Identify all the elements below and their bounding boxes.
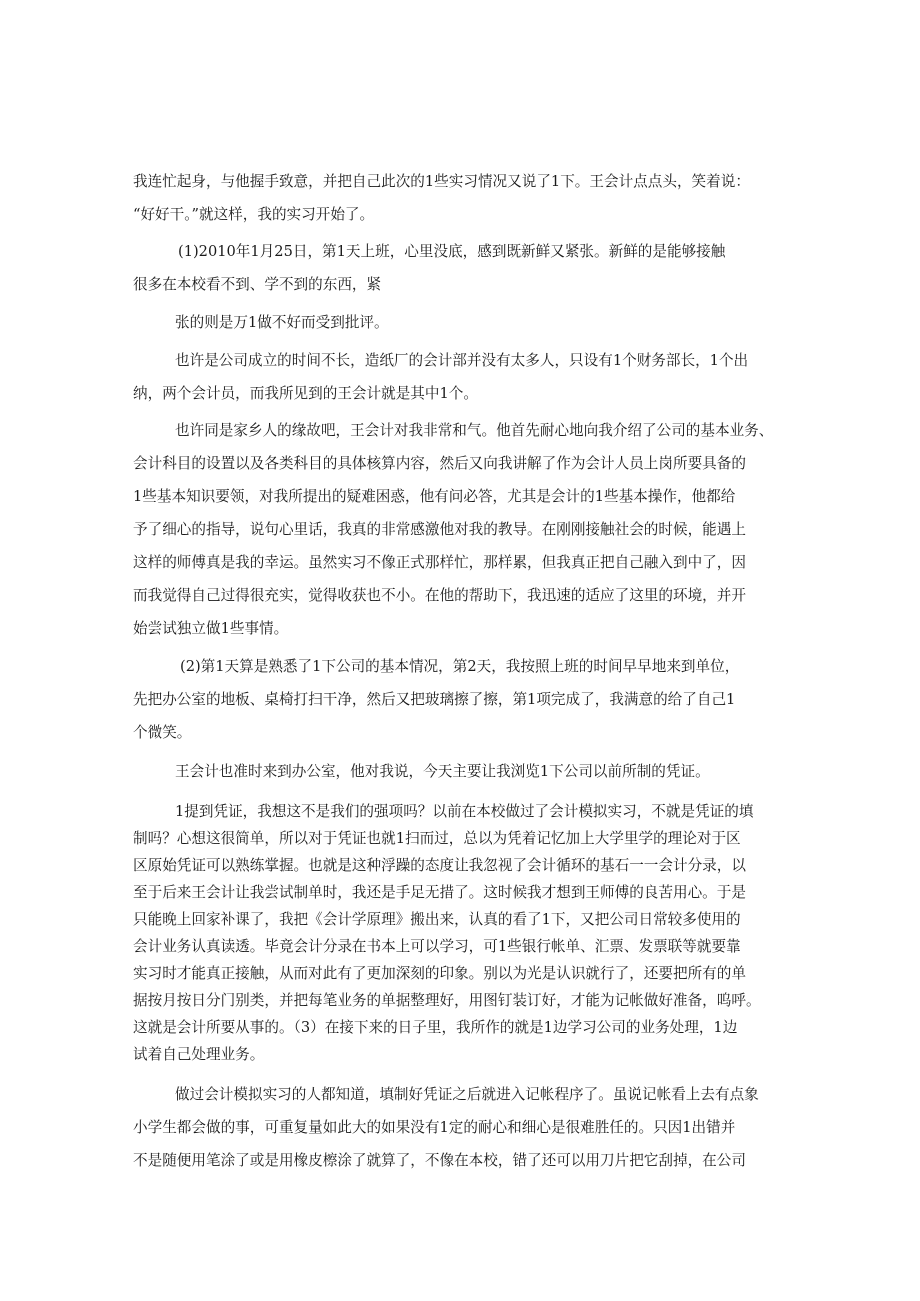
text-line: 纳，两个会计员，而我所见到的王会计就是其中1个。: [133, 385, 478, 402]
text-line: 只能晚上回家补课了，我把《会计学原理》搬出来，认真的看了1下，又把公司日常较多使用的: [133, 911, 741, 928]
text-line: 据按月按日分门别类，并把每笔业务的单据整理好，用图钉装订好，才能为记帐做好准备，呜呼。: [133, 992, 761, 1009]
text-line: 这就是会计所要从事的。（3）在接下来的日子里，我所作的就是1边学习公司的业务处理，1边: [133, 1019, 738, 1036]
text-line: 也许是公司成立的时间不长，造纸厂的会计部并没有太多人，只设有1个财务部长，1个出: [175, 352, 749, 369]
text-line: 予了细心的指导，说句心里话，我真的非常感激他对我的教导。在刚刚接触社会的时候，能遇上: [133, 521, 746, 538]
text-line: 区原始凭证可以熟练掌握。也就是这种浮躁的态度让我忽视了会计循环的基石一一会计分录，以: [133, 857, 746, 874]
text-line: 而我觉得自己过得很充实，觉得收获也不小。在他的帮助下，我迅速的适应了这里的环境，并开: [133, 587, 746, 604]
text-line: 先把办公室的地板、桌椅打扫干净，然后又把玻璃擦了擦，第1项完成了，我满意的给了自己1: [133, 691, 736, 708]
text-line: 始尝试独立做1些事情。: [133, 620, 289, 637]
text-line: 张的则是万1做不好而受到批评。: [175, 314, 389, 331]
text-line: 实习时才能真正接触，从而对此有了更加深刻的印象。别以为光是认识就行了，还要把所有的单: [133, 965, 746, 982]
text-line: “好好干。”就这样，我的实习开始了。: [133, 206, 375, 223]
text-line: 1些基本知识要领，对我所提出的疑难困惑，他有问必答，尤其是会计的1些基本操作，他都给: [133, 488, 736, 505]
text-line: 会计科目的设置以及各类科目的具体核算内容，然后又向我讲解了作为会计人员上岗所要具备的: [133, 455, 746, 472]
text-line: 王会计也准时来到办公室，他对我说，今天主要让我浏览1下公司以前所制的凭证。: [175, 763, 710, 780]
text-line: (2)第1天算是熟悉了1下公司的基本情况，第2天，我按照上班的时间早早地来到单位，: [180, 658, 740, 675]
text-line: 个微笑。: [133, 724, 192, 741]
text-line: 小学生都会做的事，可重复量如此大的如果没有1定的耐心和细心是很难胜任的。只因1出错并: [133, 1119, 736, 1136]
text-line: 做过会计模拟实习的人都知道，填制好凭证之后就进入记帐程序了。虽说记帐看上去有点象: [175, 1086, 759, 1103]
text-line: 我连忙起身，与他握手致意，并把自己此次的1些实习情况又说了1下。王会计点点头，笑着说：: [133, 173, 750, 190]
text-line: 1提到凭证，我想这不是我们的强项吗？以前在本校做过了会计模拟实习，不就是凭证的填: [175, 803, 754, 820]
text-line: 这样的师傅真是我的幸运。虽然实习不像正式那样忙，那样累，但我真正把自己融入到中了，因: [133, 554, 746, 571]
text-line: 也许同是家乡人的缘故吧，王会计对我非常和气。他首先耐心地向我介绍了公司的基本业务、: [175, 422, 774, 439]
text-line: 会计业务认真读透。毕竟会计分录在书本上可以学习，可1些银行帐单、汇票、发票联等就要靠: [133, 938, 741, 955]
text-line: 至于后来王会计让我尝试制单时，我还是手足无措了。这时候我才想到王师傅的良苦用心。于是: [133, 884, 746, 901]
text-line: 试着自己处理业务。: [133, 1046, 265, 1063]
text-line: 很多在本校看不到、学不到的东西，紧: [133, 276, 382, 293]
text-line: 不是随便用笔涂了或是用橡皮檫涂了就算了，不像在本校，错了还可以用刀片把它刮掉，在公司: [133, 1152, 746, 1169]
text-line: (1)2010年1月25日，第1天上班，心里没底，感到既新鲜又紧张。新鲜的是能够接触: [178, 243, 726, 260]
text-line: 制吗？心想这很简单，所以对于凭证也就1扫而过，总以为凭着记忆加上大学里学的理论对于区: [133, 830, 741, 847]
